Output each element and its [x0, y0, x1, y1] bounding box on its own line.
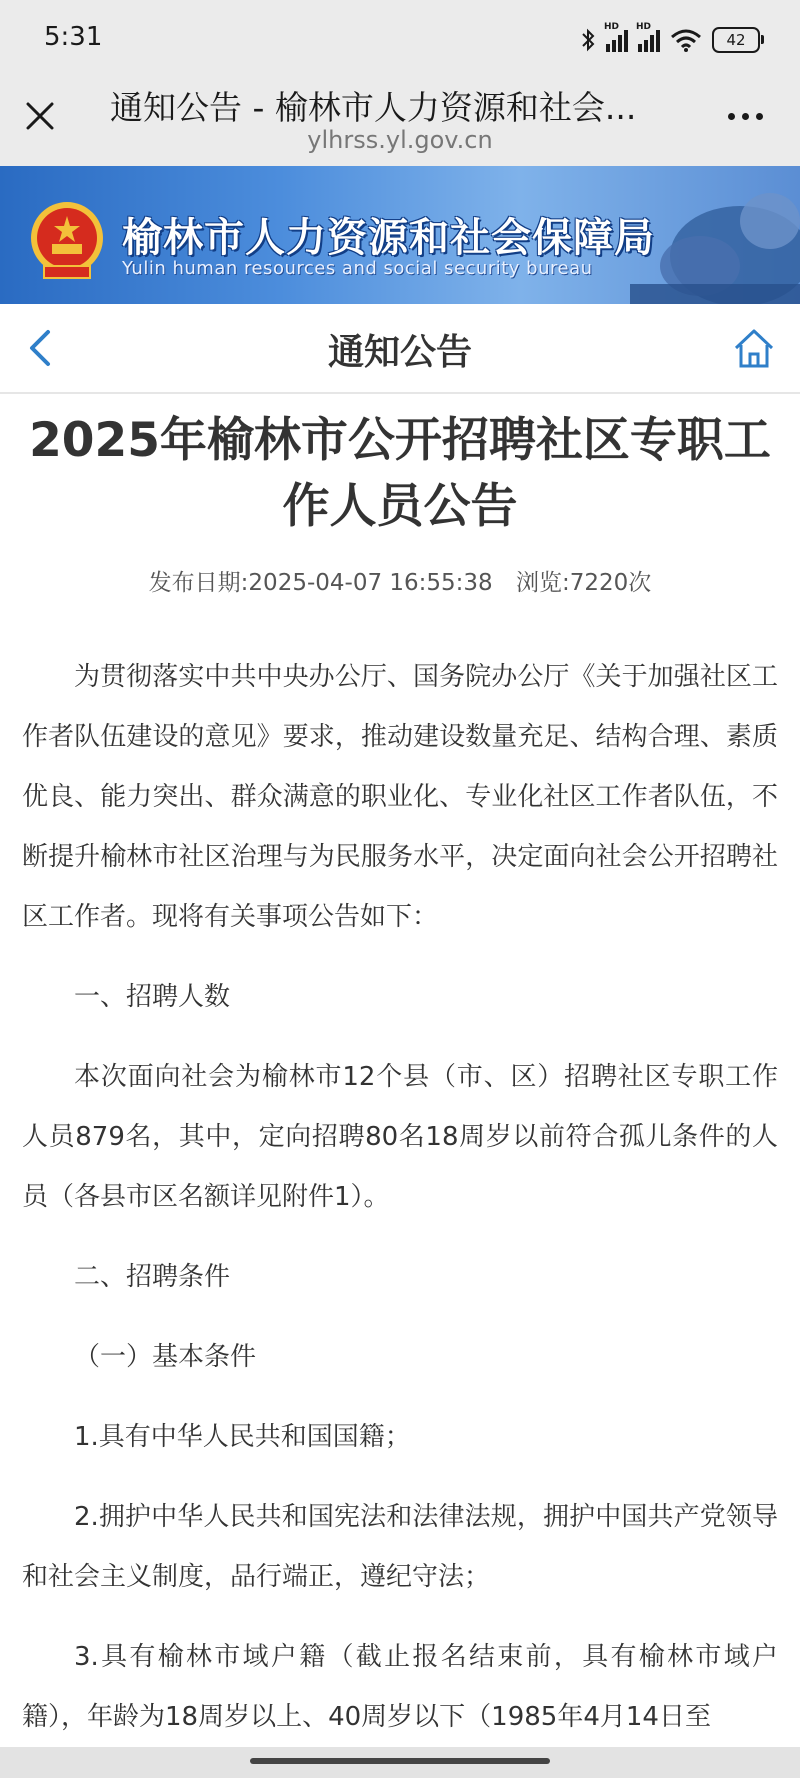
article-paragraph: 1.具有中华人民共和国国籍； — [74, 1422, 411, 1452]
subsection-heading: （一）基本条件 — [74, 1342, 257, 1372]
home-indicator[interactable] — [250, 1758, 550, 1764]
cellular-signal-1-icon: HD — [606, 28, 628, 52]
article-paragraph: 本次面向社会为榆林市12个县（市、区）招聘社区专职工作人员879名，其中，定向招聘80名18周岁以前符合孤儿条件的人员（各县市区名额详见附件1）。 — [22, 1062, 778, 1212]
battery-icon: 42 — [712, 27, 760, 53]
banner-title-en: Yulin human resources and social security bureau — [122, 258, 593, 279]
status-time: 5:31 — [44, 22, 103, 52]
browser-url: ylhrss.yl.gov.cn — [307, 126, 493, 154]
bluetooth-icon — [580, 27, 596, 53]
more-menu-icon[interactable] — [728, 106, 772, 126]
sculpture-decoration — [630, 166, 800, 304]
article-paragraph: 3.具有榆林市域户籍（截止报名结束前，具有榆林市域户籍），年龄为18周岁以上、40周岁以下（1985年4月14日至 — [22, 1642, 778, 1732]
status-icons — [580, 24, 760, 56]
view-count: 浏览:7220次 — [516, 570, 652, 596]
section-heading: 二、招聘条件 — [74, 1262, 231, 1292]
nav-bar — [0, 304, 800, 394]
article-title: 2025年榆林市公开招聘社区专职工作人员公告 — [29, 413, 771, 534]
article-paragraph: 为贯彻落实中共中央办公厅、国务院办公厅《关于加强社区工作者队伍建设的意见》要求，推动建设数量充足、结构合理、素质优良、能力突出、群众满意的职业化、专业化社区工作者队伍，不断提升榆林市社区治理与为民服务水平，决定面向社会公开招聘社区工作者。现将有关事项公告如下： — [22, 662, 778, 932]
article — [22, 408, 778, 1747]
home-icon[interactable] — [732, 326, 776, 370]
wifi-icon — [670, 28, 702, 52]
browser-header — [0, 78, 800, 166]
banner-title-cn: 榆林市人力资源和社会保障局 — [122, 215, 655, 261]
publish-date: 发布日期:2025-04-07 16:55:38 — [148, 570, 493, 596]
gesture-bar — [0, 1747, 800, 1778]
browser-page-title: 通知公告 - 榆林市人力资源和社会... — [110, 88, 637, 127]
article-meta — [22, 564, 778, 597]
article-paragraph: 2.拥护中华人民共和国宪法和法律法规，拥护中国共产党领导和社会主义制度，品行端正，遵纪守法； — [22, 1502, 778, 1592]
nav-title: 通知公告 — [327, 332, 472, 373]
section-heading: 一、招聘人数 — [74, 982, 231, 1012]
national-emblem-icon — [28, 200, 106, 282]
status-bar — [0, 0, 800, 78]
site-banner — [0, 166, 800, 304]
cellular-signal-2-icon: HD — [638, 28, 660, 52]
